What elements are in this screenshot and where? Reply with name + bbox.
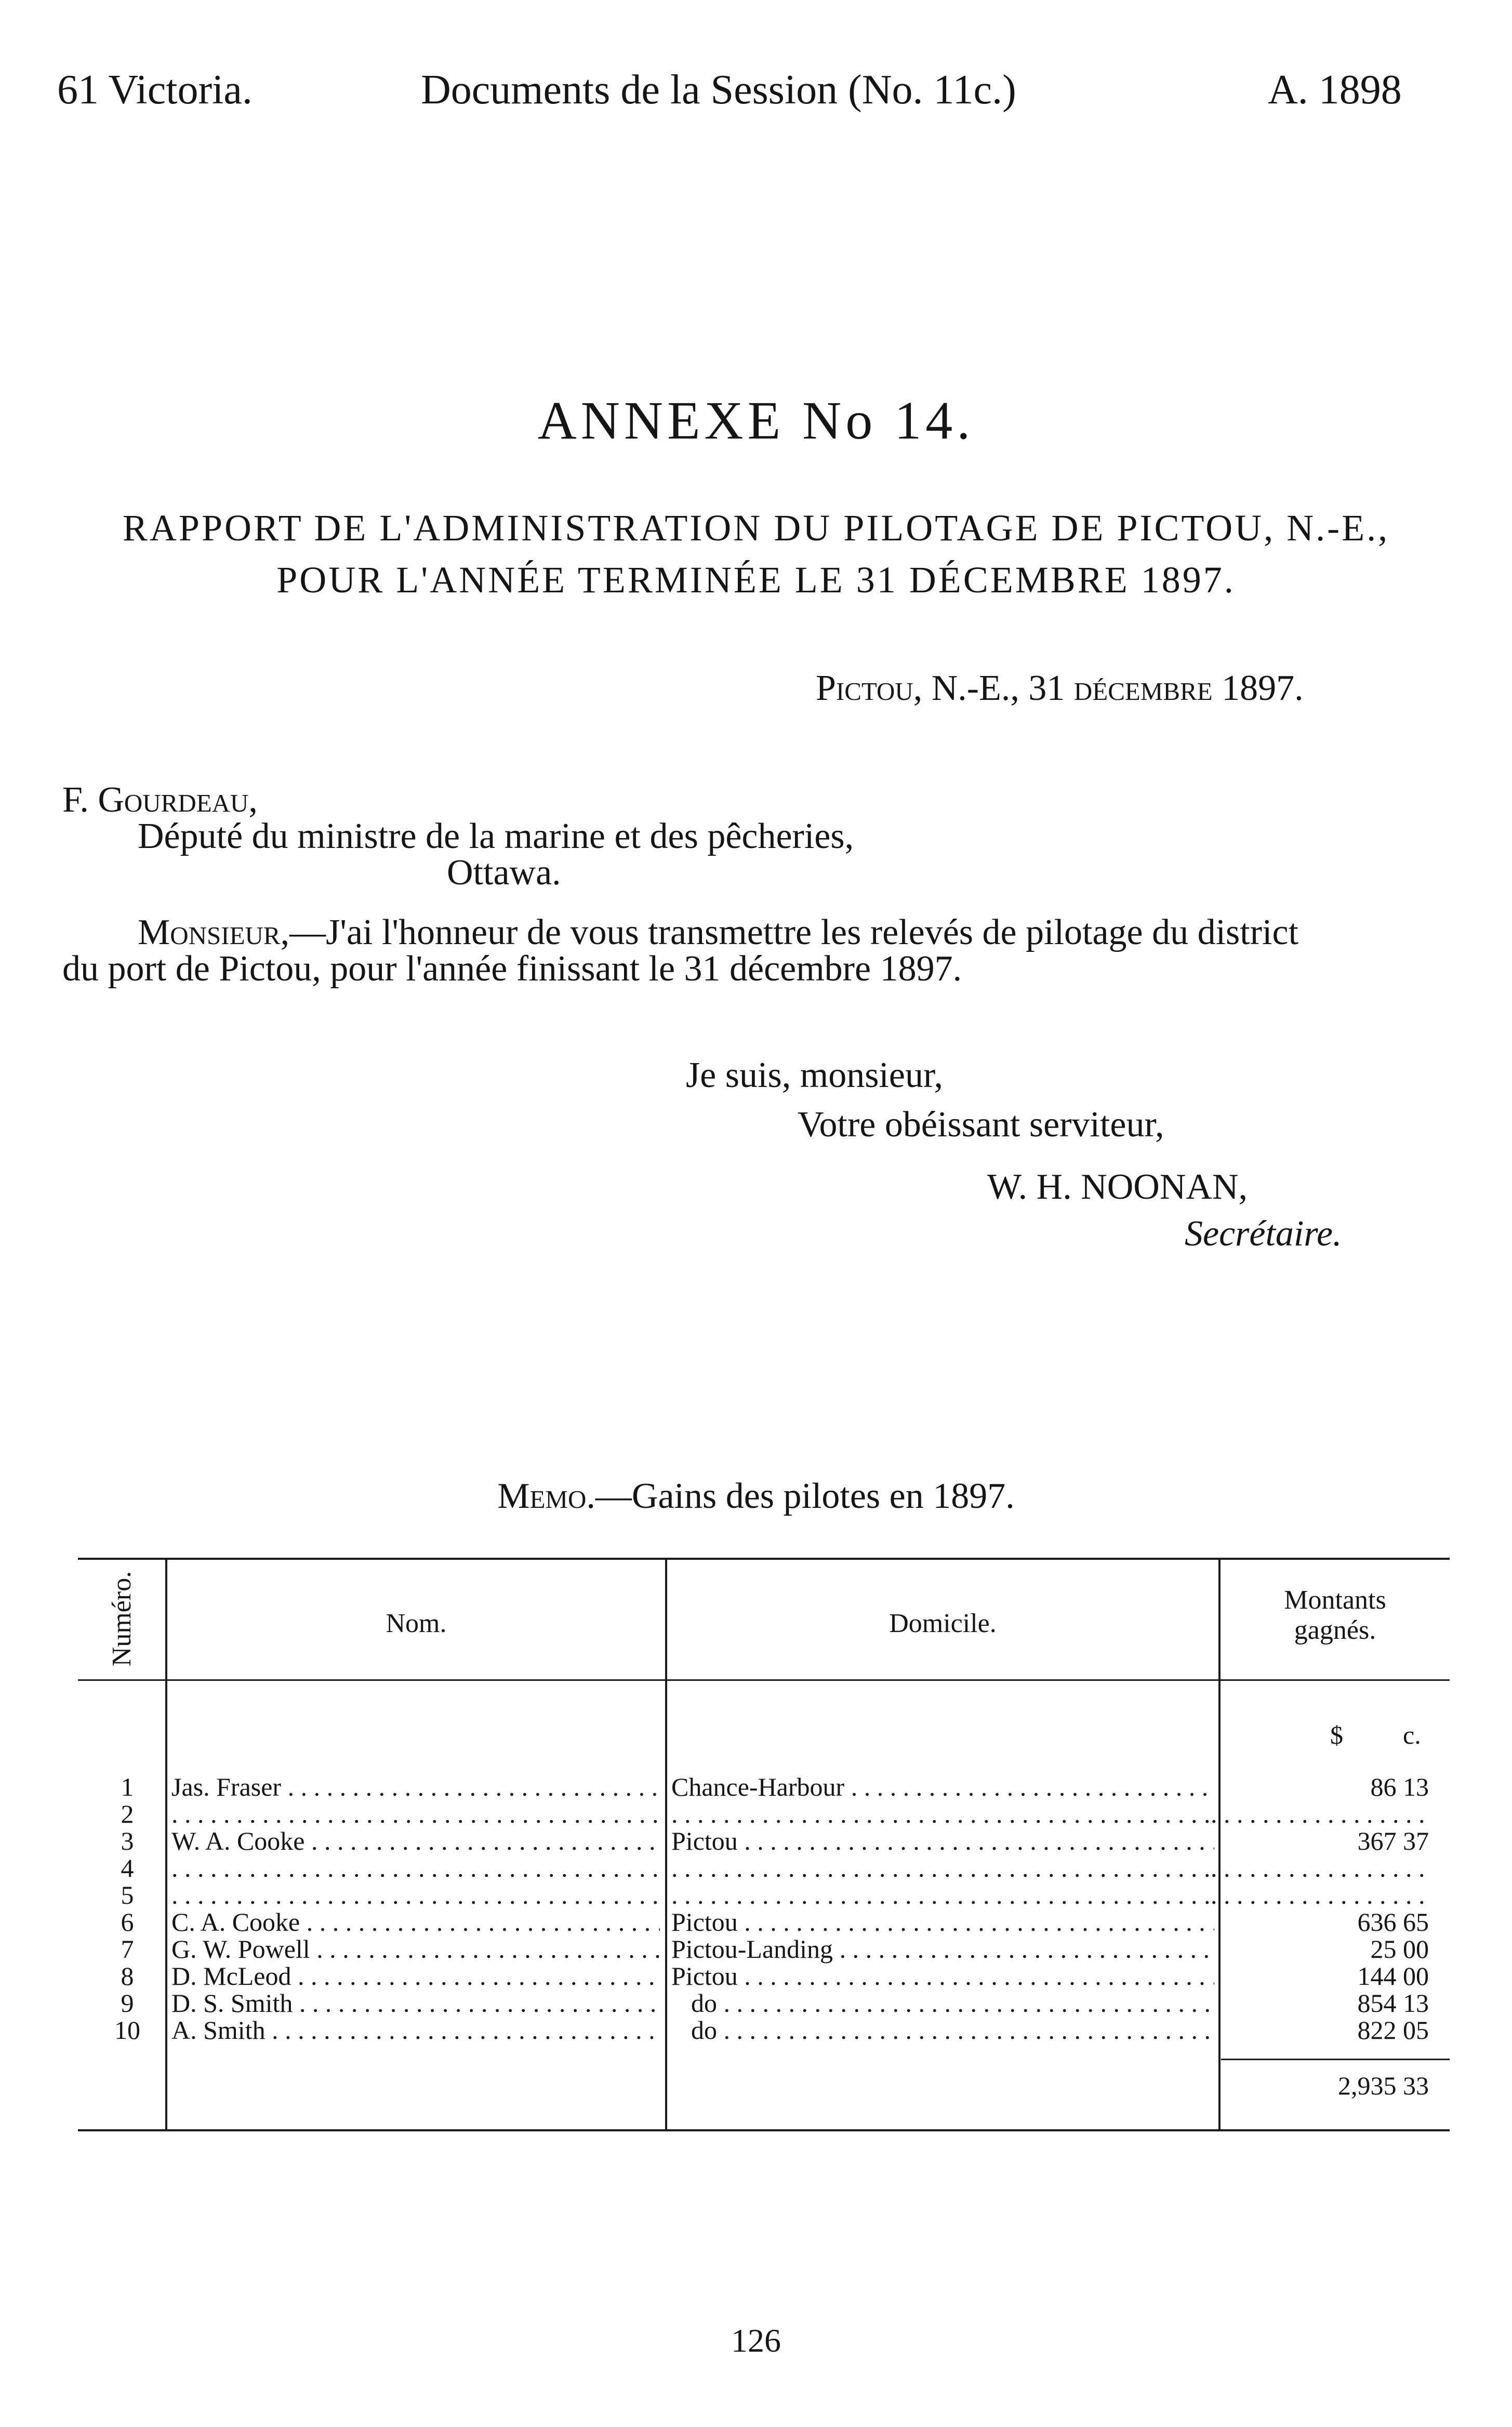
row-number: 4 [121, 1853, 134, 1882]
report-title-line1: RAPPORT DE L'ADMINISTRATION DU PILOTAGE DE PICTOU, N.-E., [122, 507, 1390, 549]
row-montant [1211, 1880, 1429, 1910]
running-header-right: A. 1898 [1268, 67, 1402, 113]
letter-line1-text: —J'ai l'honneur de vous transmettre les relevés de pilotage du district [289, 912, 1299, 952]
total-rule [1221, 2059, 1450, 2060]
row-nom: D. S. Smith . . . [171, 1988, 660, 2018]
letter-line1 [138, 912, 1298, 953]
row-domicile: do . . . [691, 1988, 1214, 2018]
table-total: 2,935 33 [1338, 2071, 1429, 2100]
unit-dollars: $ [1330, 1720, 1343, 1749]
memo-title [0, 1476, 1512, 1517]
header-numero-text: Numéro. [107, 1571, 137, 1666]
closing-line2: Votre obéissant serviteur, [798, 1105, 1164, 1145]
row-nom [171, 1799, 660, 1829]
signature: W. H. NOONAN, [987, 1167, 1248, 1207]
row-domicile: do . . . [691, 2015, 1214, 2045]
header-domicile: Domicile. [889, 1609, 997, 1638]
letter-salutation: Monsieur, [138, 912, 290, 952]
unit-cents: c. [1403, 1720, 1421, 1749]
row-domicile: Pictou . . . [671, 1907, 1214, 1937]
row-nom [171, 1880, 660, 1910]
row-number: 2 [121, 1799, 134, 1828]
addressee-city: Ottawa. [447, 853, 561, 893]
closing-line1: Je suis, monsieur, [686, 1055, 943, 1095]
row-nom: W. A. Cooke . . . [171, 1826, 660, 1856]
header-nom: Nom. [386, 1609, 447, 1638]
row-nom: D. McLeod . . . [171, 1961, 660, 1991]
row-nom: G. W. Powell . . . [171, 1934, 660, 1964]
row-domicile: Pictou . . . [671, 1826, 1214, 1856]
row-domicile [671, 1880, 1214, 1910]
row-domicile: Pictou-Landing . . . [671, 1934, 1214, 1964]
row-montant [1211, 1799, 1429, 1829]
row-montant: 822 05 [1357, 2015, 1429, 2045]
row-montant: 86 13 [1370, 1772, 1429, 1801]
table-bottom-rule [78, 2129, 1450, 2131]
row-domicile: Pictou . . . [671, 1961, 1214, 1991]
row-nom: C. A. Cooke . . . [171, 1907, 660, 1937]
row-montant: 144 00 [1357, 1961, 1429, 1991]
row-number: 8 [121, 1961, 134, 1991]
row-number: 3 [121, 1826, 134, 1855]
addressee-title: Député du ministre de la marine et des pêcheries, [138, 816, 854, 856]
row-number: 1 [121, 1772, 134, 1801]
row-number: 5 [121, 1880, 134, 1909]
row-domicile [671, 1853, 1214, 1883]
annexe-title: ANNEXE No 14. [537, 391, 975, 450]
letter-line2: du port de Pictou, pour l'année finissant le 31 décembre 1897. [62, 949, 962, 989]
header-numero [78, 1559, 166, 1678]
report-title-line2: POUR L'ANNÉE TERMINÉE LE 31 DÉCEMBRE 1897. [276, 559, 1236, 601]
header-montants-line2: gagnés. [1294, 1615, 1376, 1645]
row-domicile [671, 1799, 1214, 1829]
row-montant [1211, 1853, 1429, 1883]
dateline-text: Pictou, N.-E., 31 décembre 1897. [816, 668, 1304, 708]
header-montants-line1: Montants [1284, 1585, 1386, 1615]
running-header-left: 61 Victoria. [57, 67, 253, 113]
row-number: 10 [114, 2015, 140, 2045]
row-nom: Jas. Fraser . . . [171, 1772, 660, 1802]
table-top-rule [78, 1558, 1450, 1560]
row-number: 6 [121, 1907, 134, 1937]
row-montant: 636 65 [1357, 1907, 1429, 1937]
addressee-name: F. Gourdeau, [62, 780, 258, 820]
row-montant: 367 37 [1357, 1826, 1429, 1855]
row-montant: 854 13 [1357, 1988, 1429, 2018]
row-nom [171, 1853, 660, 1883]
row-number: 7 [121, 1934, 134, 1964]
dateline [816, 668, 1304, 709]
row-domicile: Chance-Harbour . . . [671, 1772, 1214, 1802]
signature-role: Secrétaire. [1185, 1214, 1342, 1254]
page-number: 126 [731, 2322, 781, 2359]
row-number: 9 [121, 1988, 134, 2018]
running-header-center: Documents de la Session (No. 11c.) [421, 67, 1016, 113]
col-divider-2 [665, 1559, 667, 2130]
table-header-rule [78, 1679, 1450, 1681]
row-nom: A. Smith . . . [171, 2015, 660, 2045]
row-montant: 25 00 [1370, 1934, 1429, 1964]
memo-label: Memo. [497, 1476, 595, 1516]
memo-text: —Gains des pilotes en 1897. [595, 1476, 1015, 1516]
